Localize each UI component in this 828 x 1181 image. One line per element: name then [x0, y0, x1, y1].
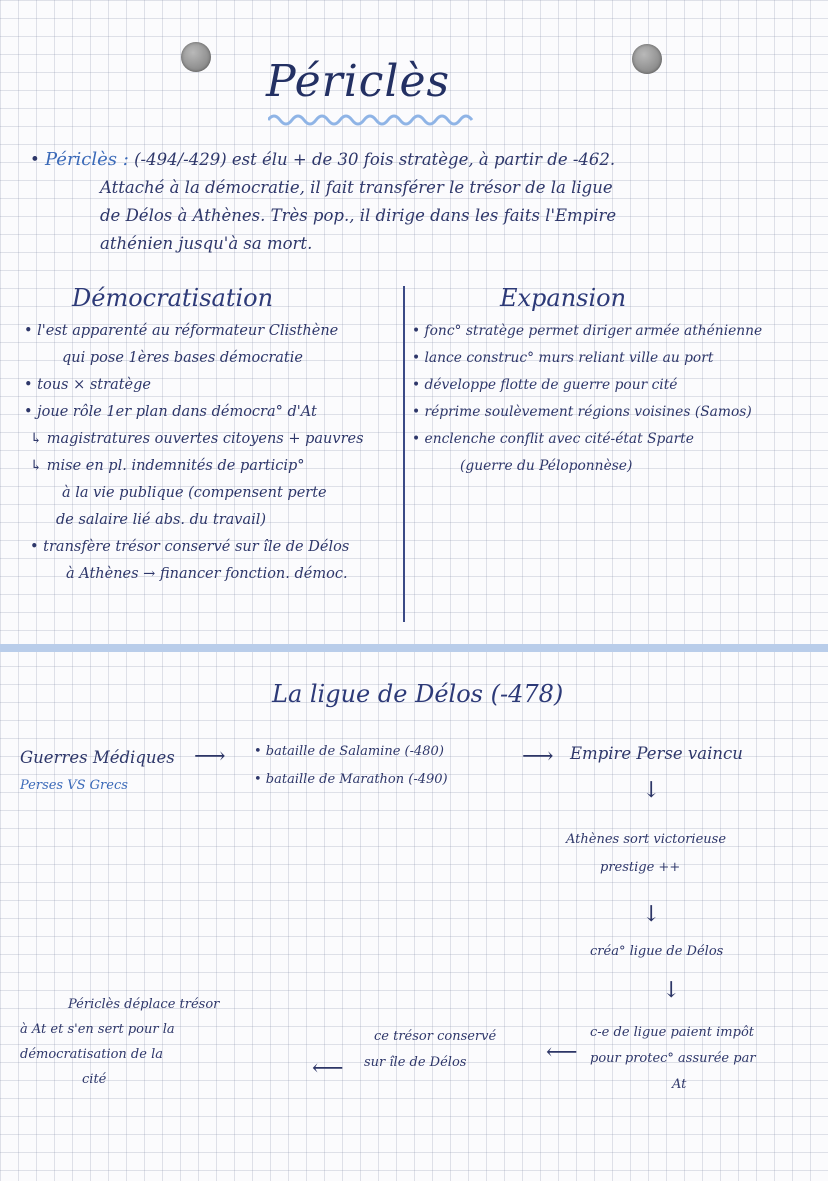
right-column-notes [412, 318, 762, 480]
left-line: ↳ mise en pl. indemnités de particip° [30, 458, 305, 474]
section2-title: La ligue de Délos (-478) [272, 680, 564, 708]
page-title: Périclès [266, 56, 451, 107]
title-wave-underline [268, 112, 478, 128]
intro-line-2: Attaché à la démocratie, il fait transférer le trésor de la ligue [100, 178, 613, 197]
binder-hole-left [181, 42, 211, 72]
pericles-line: Périclès déplace trésor [68, 997, 220, 1012]
arrow-left-icon: ⟵ [312, 1056, 344, 1081]
left-line: • transfère trésor conservé sur île de Délos [30, 539, 350, 555]
column-divider [403, 286, 405, 622]
guerres-label: Guerres Médiques [20, 748, 175, 767]
intro-bullet: • [30, 150, 45, 169]
arrow-down-icon: ↓ [642, 902, 661, 927]
arrow-down-icon: ↓ [642, 778, 661, 803]
right-line: • fonc° stratège permet diriger armée athénienne [412, 323, 763, 339]
right-line: • réprime soulèvement régions voisines (Samos) [412, 404, 752, 420]
right-line: • enclenche conflit avec cité-état Sparte [412, 431, 694, 447]
perses-label: Perses VS Grecs [20, 778, 128, 793]
bataille-marathon: • bataille de Marathon (-490) [254, 772, 448, 787]
left-column-notes [24, 318, 364, 588]
left-line: à la vie publique (compensent perte [62, 485, 327, 501]
tresor-line: ce trésor conservé [374, 1029, 497, 1044]
section-separator [0, 644, 828, 652]
left-line: • joue rôle 1er plan dans démocra° d'At [24, 404, 317, 420]
binder-hole-right [632, 44, 662, 74]
tresor-conserve [364, 1024, 496, 1076]
bataille-salamine: • bataille de Salamine (-480) [254, 744, 444, 759]
right-column-heading: Expansion [500, 284, 627, 312]
pericles-deplace-tresor [20, 992, 219, 1092]
left-line: • l'est apparenté au réformateur Clisthène [24, 323, 339, 339]
intro-block [30, 146, 616, 258]
cites-line: pour protec° assurée par [590, 1051, 756, 1066]
athenes-victorieuse: Athènes sort victorieuse [566, 832, 727, 847]
pericles-line: cité [82, 1072, 107, 1087]
intro-label: Périclès : [44, 149, 129, 170]
intro-line-1: (-494/-429) est élu + de 30 fois stratège, à partir de -462. [134, 150, 616, 169]
arrow-down-icon: ↓ [662, 978, 681, 1003]
right-line: (guerre du Péloponnèse) [460, 458, 633, 474]
left-line: • tous × stratège [24, 377, 151, 393]
cites-line: At [672, 1077, 687, 1092]
pericles-line: démocratisation de la [20, 1047, 163, 1062]
arrow-right-icon: ⟶ [194, 744, 226, 769]
prestige-label: prestige ++ [600, 860, 681, 875]
tresor-line: sur île de Délos [364, 1055, 467, 1070]
left-line: qui pose 1ères bases démocratie [62, 350, 303, 366]
cites-line: c-e de ligue paient impôt [590, 1025, 754, 1040]
left-line: ↳ magistratures ouvertes citoyens + pauvres [30, 431, 364, 447]
pericles-line: à At et s'en sert pour la [20, 1022, 175, 1037]
left-column-heading: Démocratisation [72, 284, 274, 312]
intro-line-3: de Délos à Athènes. Très pop., il dirige dans les faits l'Empire [100, 206, 617, 225]
left-line: à Athènes → financer fonction. démoc. [66, 566, 348, 582]
right-line: • développe flotte de guerre pour cité [412, 377, 678, 393]
cites-impot [590, 1020, 756, 1098]
arrow-left-icon: ⟵ [546, 1040, 578, 1065]
right-line: • lance construc° murs reliant ville au port [412, 350, 714, 366]
intro-line-4: athénien jusqu'à sa mort. [100, 234, 313, 253]
empire-perse-label: Empire Perse vaincu [570, 744, 743, 763]
arrow-right-icon: ⟶ [522, 744, 554, 769]
left-line: de salaire lié abs. du travail) [56, 512, 267, 528]
creation-ligue: créa° ligue de Délos [590, 944, 724, 959]
